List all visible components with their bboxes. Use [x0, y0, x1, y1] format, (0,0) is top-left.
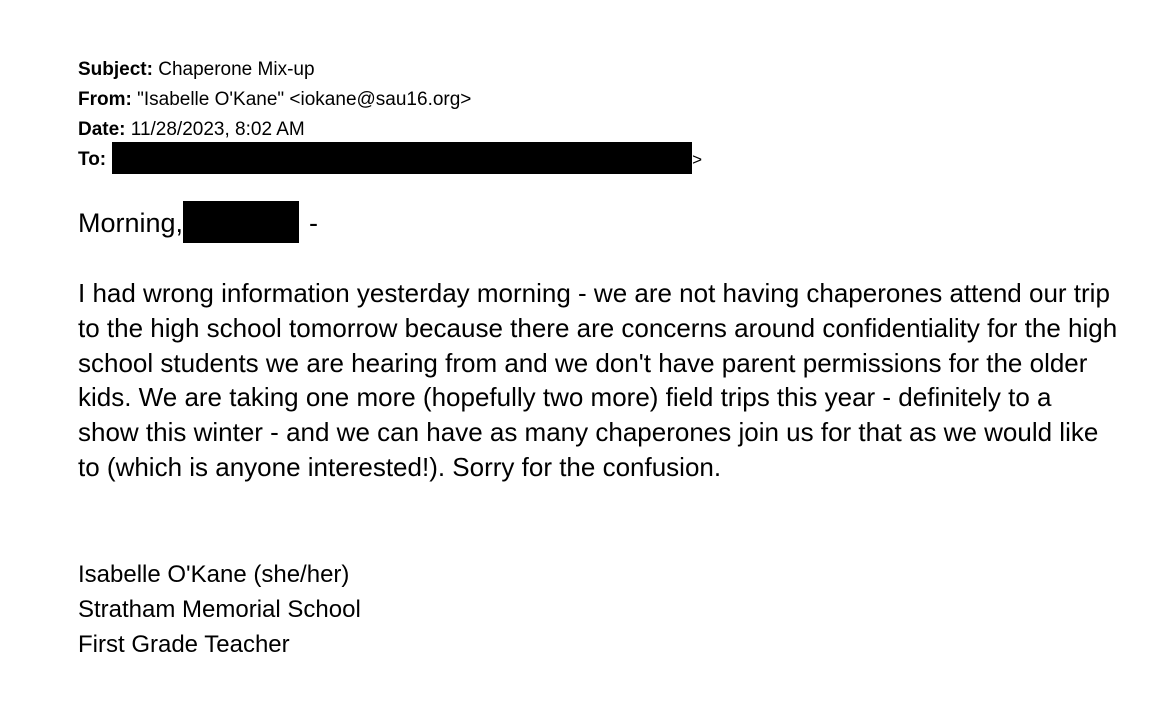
to-label: To: [78, 149, 107, 171]
greeting-dash: - [309, 208, 319, 238]
name-redaction [183, 201, 299, 243]
from-value: "Isabelle O'Kane" <iokane@sau16.org> [137, 89, 472, 110]
subject-value: Chaperone Mix-up [158, 59, 315, 80]
date-value: 11/28/2023, 8:02 AM [130, 119, 305, 140]
signature-name: Isabelle O'Kane (she/her) [78, 561, 350, 588]
signature-school: Stratham Memorial School [78, 596, 361, 623]
from-line [78, 85, 702, 115]
greeting-text: Morning, [78, 208, 184, 238]
from-label: From: [78, 89, 132, 110]
greeting-line [78, 201, 318, 245]
subject-label: Subject: [78, 59, 153, 80]
recipient-redaction [112, 142, 692, 174]
to-tail: > [692, 150, 703, 169]
email-header [78, 55, 702, 175]
email-body: I had wrong information yesterday morning - we are not having chaperones attend our trip to the high school tomorrow because there are concerns around confidentiality for the high school students we are hearing from and we don't have parent permissions for the older kids. We are taking one more (hopefully two more) field trips this year - definitely to a show this winter - and we can have as many chaperones join us for that as we would like to (which is anyone interested!). Sorry for the confusion. [78, 278, 1118, 482]
subject-line [78, 55, 702, 85]
signature-title: First Grade Teacher [78, 631, 290, 658]
signature-block [78, 557, 361, 662]
date-line [78, 115, 702, 145]
date-label: Date: [78, 119, 126, 140]
to-line [78, 145, 702, 175]
